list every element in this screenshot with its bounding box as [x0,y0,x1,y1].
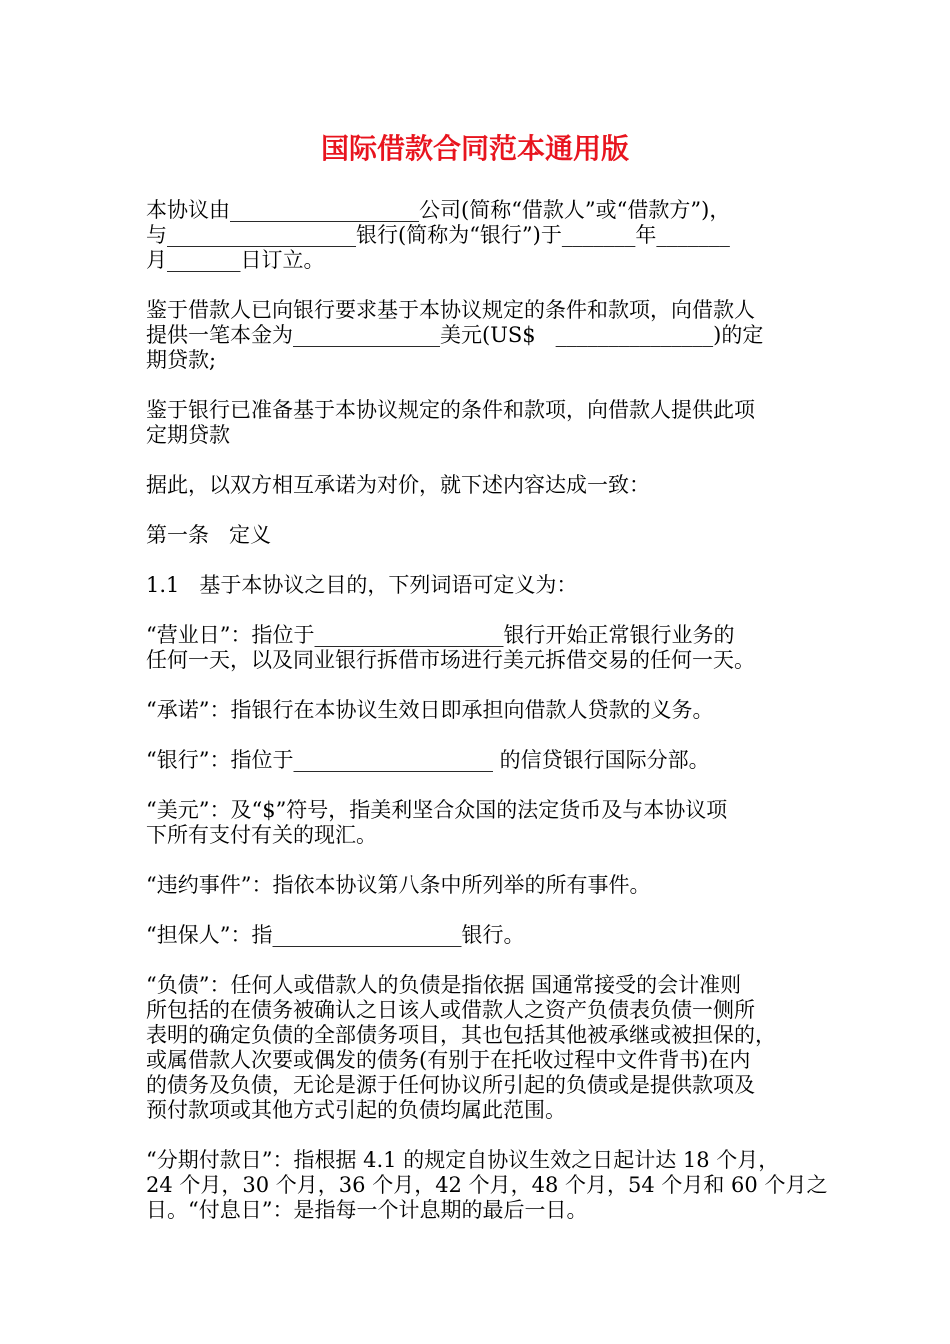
paragraph [146,398,826,448]
text-line: 预付款项或其他方式引起的负债均属此范围。 [146,1098,566,1122]
paragraph [146,873,826,898]
text-line: 的债务及负债，无论是源于任何协议所引起的负债或是提供款项及 [146,1073,755,1097]
text-line: 月_______日订立。 [146,248,325,272]
paragraph [146,573,826,598]
paragraph [146,1148,826,1223]
text-line: 提供一笔本金为______________美元(US$ _______________)的定 [146,323,764,347]
text-line: 所包括的在债务被确认之日该人或借款人之资产负债表负债一侧所 [146,998,755,1022]
text-line: “营业日”：指位于__________________银行开始正常银行业务的 [146,623,735,647]
text-line: 第一条 定义 [146,523,272,547]
text-line: 24 个月，30 个月，36 个月，42 个月，48 个月，54 个月和 60 个月之 [146,1173,828,1197]
text-line: “担保人”：指__________________银行。 [146,923,525,947]
paragraph [146,698,826,723]
text-line: 任何一天，以及同业银行拆借市场进行美元拆借交易的任何一天。 [146,648,755,672]
text-line: 期贷款; [146,348,217,372]
paragraph [146,923,826,948]
text-line: 鉴于借款人已向银行要求基于本协议规定的条件和款项，向借款人 [146,298,755,322]
text-line: “分期付款日”：指根据 4.1 的规定自协议生效之日起计达 18 个月， [146,1148,780,1172]
paragraph [146,523,826,548]
text-line: “负债”：任何人或借款人的负债是指依据 国通常接受的会计准则 [146,973,742,997]
paragraph [146,298,826,373]
text-line: 与__________________银行(简称为“银行”)于_______年_______ [146,223,730,247]
text-line: “违约事件”：指依本协议第八条中所列举的所有事件。 [146,873,651,897]
paragraph [146,973,826,1123]
text-line: “承诺”：指银行在本协议生效日即承担向借款人贷款的义务。 [146,698,714,722]
text-line: 或属借款人次要或偶发的债务(有别于在托收过程中文件背书)在内 [146,1048,751,1072]
text-line: 1.1 基于本协议之目的，下列词语可定义为： [146,573,578,597]
paragraph [146,198,826,273]
text-line: “美元”：及“$”符号，指美利坚合众国的法定货币及与本协议项 [146,798,728,822]
text-line: 定期贷款 [146,423,230,447]
text-line: 下所有支付有关的现汇。 [146,823,377,847]
paragraph [146,473,826,498]
text-line: 表明的确定负债的全部债务项目，其也包括其他被承继或被担保的， [146,1023,776,1047]
text-line: 本协议由__________________公司(简称“借款人”或“借款方”)， [146,198,731,222]
text-line: 据此，以双方相互承诺为对价，就下述内容达成一致： [146,473,650,497]
paragraph [146,623,826,673]
text-line: 鉴于银行已准备基于本协议规定的条件和款项，向借款人提供此项 [146,398,755,422]
document-title: 国际借款合同范本通用版 [320,132,629,165]
paragraph [146,798,826,848]
paragraph [146,748,826,773]
text-line: 日。“付息日”：是指每一个计息期的最后一日。 [146,1198,588,1222]
text-line: “银行”：指位于___________________ 的信贷银行国际分部。 [146,748,710,772]
document-body [146,198,826,1248]
